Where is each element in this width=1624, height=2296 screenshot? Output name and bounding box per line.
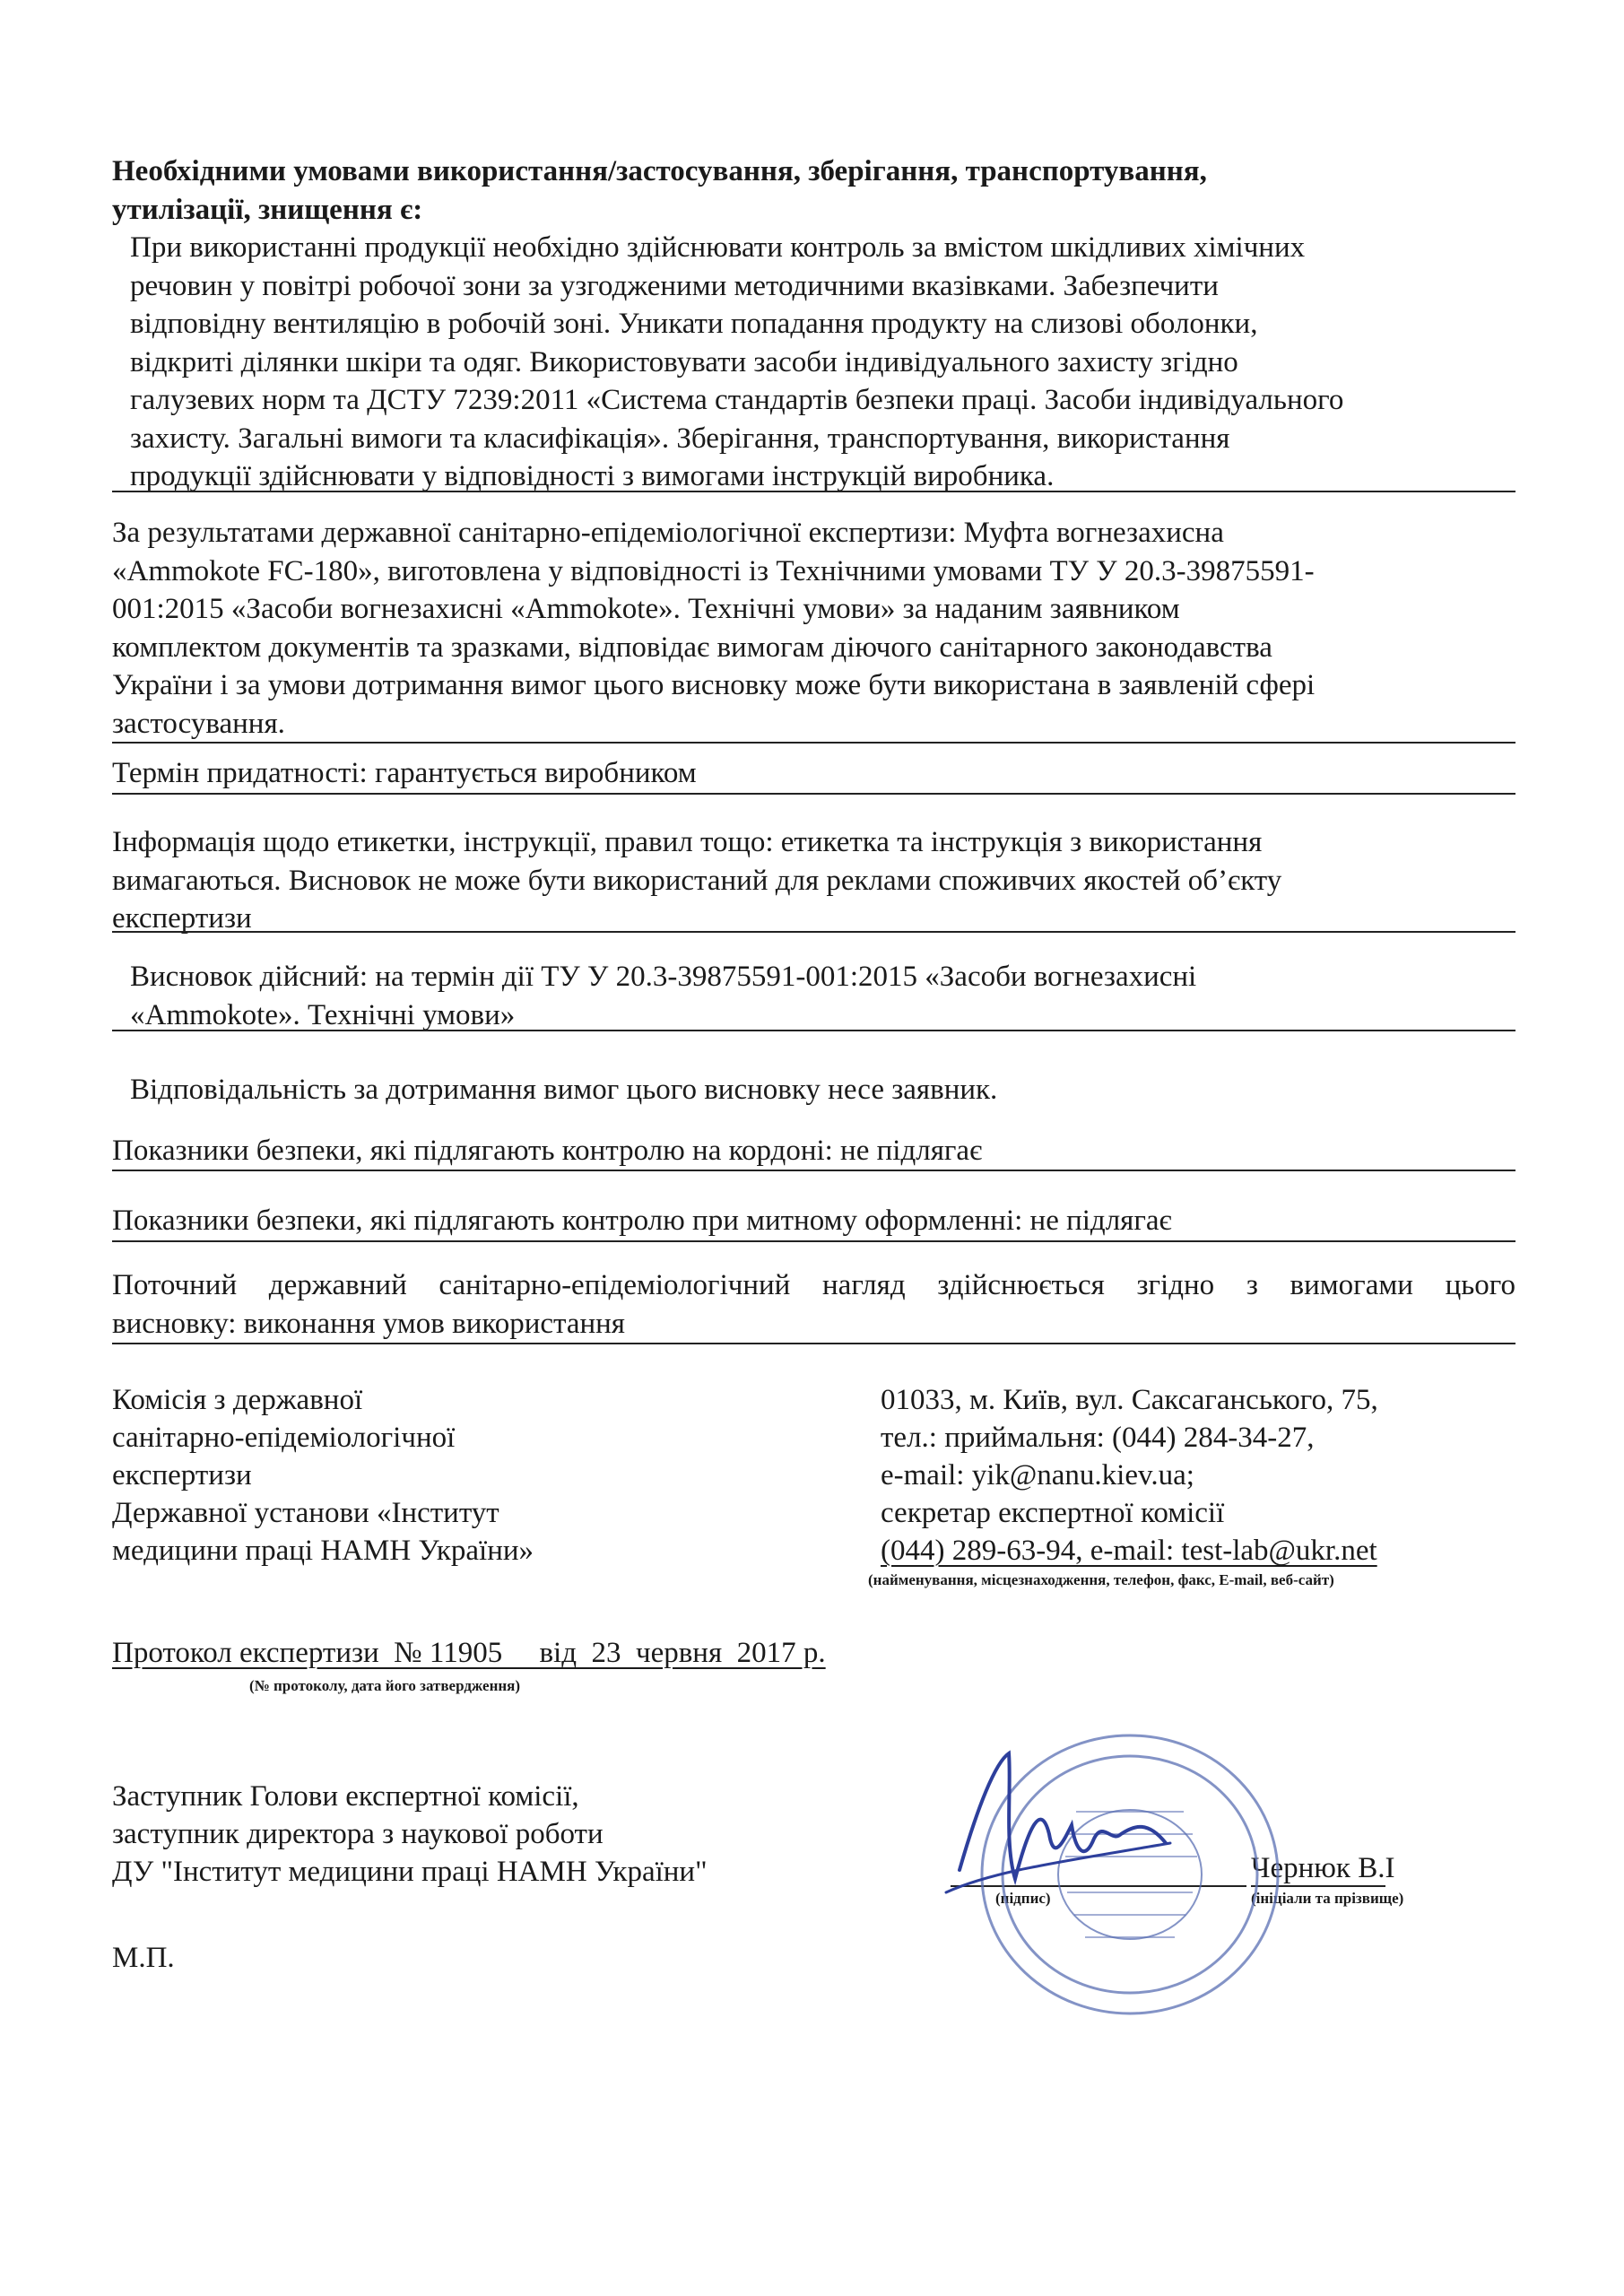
paragraph-line: експертизи <box>112 902 252 935</box>
signatory-line: заступник директора з наукової роботи <box>112 1818 604 1850</box>
paragraph-line: вимагаються. Висновок не може бути використаний для реклами споживчих якостей об’єкту <box>112 864 1282 897</box>
paragraph-line: «Ammokote FC-180», виготовлена у відповідності із Технічними умовами ТУ У 20.3-39875591- <box>112 554 1315 587</box>
paragraph-line: комплектом документів та зразками, відповідає вимогам діючого санітарного законодавства <box>112 631 1272 664</box>
paragraph-line: України і за умови дотримання вимог цього висновку може бути використана в заявленій сфері <box>112 669 1316 701</box>
border-control-text: Показники безпеки, які підлягають контролю на кордоні: не підлягає <box>112 1135 983 1167</box>
customs-control-text: Показники безпеки, які підлягають контролю при митному оформленні: не підлягає <box>112 1205 1172 1237</box>
shelf-life-text: Термін придатності: гарантується виробником <box>112 757 697 789</box>
paragraph-line: застосування. <box>112 707 285 740</box>
responsibility <box>112 1071 1533 1109</box>
name-caption: (ініціали та прізвище) <box>1251 1890 1404 1907</box>
paragraph-line: продукції здійснювати у відповідності з вимогами інструкцій виробника. <box>130 460 1055 492</box>
paragraph-line: речовин у повітрі робочої зони за узгодженими методичними вказівками. Забезпечити <box>130 269 1219 302</box>
handwritten-signature <box>942 1735 1175 1897</box>
paragraph-line: Інформація щодо етикетки, інструкції, правил тощо: етикетка та інструкція з використання <box>112 826 1263 858</box>
paragraph-line: відповідну вентиляцію в робочій зоні. Уникати попадання продукту на слизові оболонки, <box>130 308 1258 340</box>
commission-block <box>112 1381 650 1570</box>
contacts-caption: (найменування, місцезнаходження, телефон, факс, E-mail, веб-сайт) <box>868 1571 1334 1588</box>
signatory-name: Чернюк В.І <box>1251 1852 1395 1884</box>
contact-line: секретар експертної комісії <box>881 1497 1225 1529</box>
commission-line: Комісія з державної <box>112 1384 363 1416</box>
shelf-life <box>112 754 1515 793</box>
divider <box>112 1170 1515 1171</box>
paragraph-line: захисту. Загальні вимоги та класифікація». Зберігання, транспортування, використання <box>130 422 1230 455</box>
conditions-heading <box>112 152 1515 229</box>
contact-line: (044) 289-63-94, e-mail: test-lab@ukr.net <box>881 1535 1377 1567</box>
paragraph-line: галузевих норм та ДСТУ 7239:2011 «Система стандартів безпеки праці. Засоби індивідуального <box>130 384 1344 416</box>
contact-line: тел.: приймальня: (044) 284-34-27, <box>881 1422 1315 1454</box>
protocol-text: Протокол експертизи № 11905 від 23 червня 2017 р. <box>112 1637 826 1669</box>
divider <box>112 793 1515 795</box>
paragraph-line: Висновок дійсний: на термін дії ТУ У 20.3-39875591-001:2015 «Засоби вогнезахисні <box>130 961 1197 993</box>
border-control <box>112 1132 1515 1170</box>
divider <box>112 491 1515 492</box>
paragraph-line: 001:2015 «Засоби вогнезахисні «Ammokote». Технічні умови» за наданим заявником <box>112 593 1180 625</box>
validity <box>112 958 1533 1034</box>
heading-line: утилізації, знищення є: <box>112 193 423 226</box>
commission-line: Державної установи «Інститут <box>112 1497 499 1529</box>
divider <box>112 1240 1515 1242</box>
responsibility-text: Відповідальність за дотримання вимог цього висновку несе заявник. <box>130 1074 998 1106</box>
conditions-text <box>112 229 1533 496</box>
stamp-mark: М.П. <box>112 1942 175 1974</box>
protocol-line <box>112 1634 1009 1672</box>
paragraph-line: відкриті ділянки шкіри та одяг. Використовувати засоби індивідуального захисту згідно <box>130 345 1238 378</box>
signatory-block <box>112 1778 847 1891</box>
commission-line: експертизи <box>112 1459 252 1492</box>
expertise-text <box>112 514 1515 743</box>
divider <box>112 1030 1515 1031</box>
protocol-caption: (№ протоколу, дата його затвердження) <box>249 1677 521 1694</box>
signature-caption: (підпис) <box>995 1890 1051 1907</box>
paragraph-line: висновку: виконання умов використання <box>112 1307 625 1340</box>
contact-line: 01033, м. Київ, вул. Саксаганського, 75, <box>881 1384 1378 1416</box>
paragraph-line: За результатами державної санітарно-епідеміологічної експертизи: Муфта вогнезахисна <box>112 517 1224 549</box>
supervision <box>112 1266 1515 1343</box>
divider <box>112 1343 1515 1344</box>
signatory-line: Заступник Голови експертної комісії, <box>112 1780 579 1813</box>
paragraph-line: «Ammokote». Технічні умови» <box>130 998 516 1031</box>
commission-line: медицини праці НАМН України» <box>112 1535 534 1567</box>
customs-control <box>112 1202 1515 1240</box>
contact-line: e-mail: yik@nanu.kiev.ua; <box>881 1459 1194 1492</box>
paragraph-line: Поточний державний санітарно-епідеміологічний нагляд здійснюється згідно з вимогами цього <box>112 1269 1515 1301</box>
divider <box>112 931 1515 933</box>
signatory-line: ДУ "Інститут медицини праці НАМН України" <box>112 1856 708 1888</box>
heading-line: Необхідними умовами використання/застосування, зберігання, транспортування, <box>112 155 1207 187</box>
paragraph-line: При використанні продукції необхідно здійснювати контроль за вмістом шкідливих хімічних <box>130 231 1306 264</box>
contacts-block <box>881 1381 1526 1570</box>
label-info <box>112 823 1515 938</box>
divider <box>112 742 1515 744</box>
commission-line: санітарно-епідеміологічної <box>112 1422 456 1454</box>
